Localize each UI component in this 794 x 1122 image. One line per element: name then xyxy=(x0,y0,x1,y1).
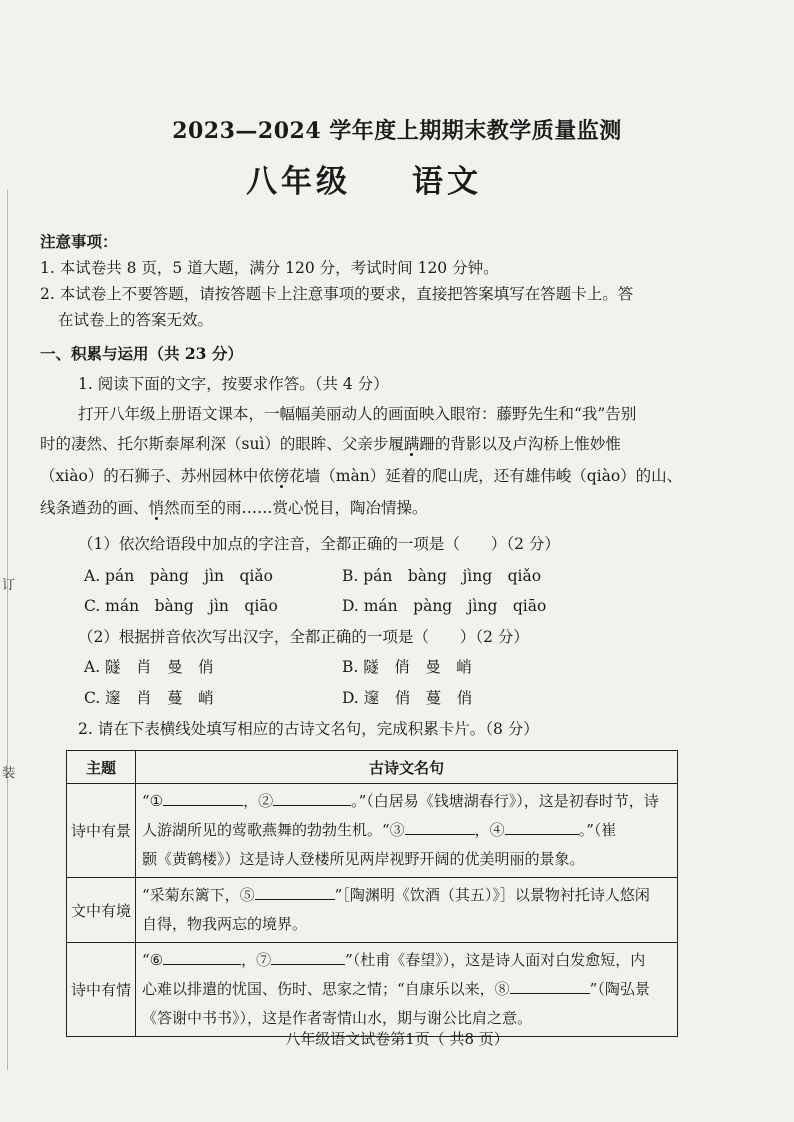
row-text: ”（陶弘景 xyxy=(589,980,650,998)
row-theme-scenery: 诗中有景 xyxy=(67,784,136,878)
row-text: 《答谢中书书》），这是作者寄情山水，期与谢公比肩之意。 xyxy=(142,1009,533,1027)
question-1-1-prompt: （1）依次给语段中加点的字注音，全都正确的一项是（ ）（2 分） xyxy=(78,535,560,553)
passage-text: （xiào）的石狮子、苏州园林中依 xyxy=(40,467,274,485)
passage-text: 跚的背影以及卢沟桥上惟妙惟 xyxy=(419,435,621,453)
answer-blank-1 xyxy=(163,791,243,806)
passage-text: 线条遒劲的画、 xyxy=(40,499,149,517)
table-row xyxy=(67,943,678,1037)
question-2-prompt: 2. 请在下表横线处填写相应的古诗文名句，完成积累卡片。（8 分） xyxy=(78,720,539,738)
answer-blank-6 xyxy=(163,950,241,965)
table-header-quotes: 古诗文名句 xyxy=(136,751,678,784)
passage-text: 花墙（màn）延着的爬山虎，还有雄伟峻（qiào）的山、 xyxy=(289,467,683,485)
answer-blank-3 xyxy=(405,820,475,835)
row-text: “采菊东篱下，⑤ xyxy=(142,886,255,904)
passage-line-3 xyxy=(40,465,682,487)
row-content-emotion xyxy=(136,943,678,1037)
row-text: “⑥ xyxy=(142,951,164,969)
row-text: ，④ xyxy=(474,821,505,839)
notice-heading: 注意事项： xyxy=(40,232,118,251)
notice-item-2-line-1: 2. 本试卷上不要答题，请按答题卡上注意事项的要求，直接把答案填写在答题卡上。答 xyxy=(40,285,634,303)
question-1-2-prompt: （2）根据拼音依次写出汉字，全都正确的一项是（ ）（2 分） xyxy=(78,628,529,646)
section-1-heading: 一、积累与运用（共 23 分） xyxy=(40,344,243,363)
question-1-2-option-a: A. 隧 肖 曼 俏 xyxy=(84,658,214,676)
row-text: “① xyxy=(142,792,164,810)
passage-line-1 xyxy=(78,403,636,425)
question-1-1-option-a: A. pán pàng jìn qiǎo xyxy=(84,567,273,585)
row-theme-setting: 文中有境 xyxy=(67,878,136,943)
row-text: 。”（白居易《钱塘湖春行》），这是初春时节，诗 xyxy=(351,792,659,810)
answer-blank-2 xyxy=(273,791,351,806)
notice-item-2-line-2: 在试卷上的答案无效。 xyxy=(58,311,214,329)
row-text: 。”（崔 xyxy=(578,821,617,839)
row-text: 人游湖所见的莺歌燕舞的勃勃生机。“③ xyxy=(142,821,405,839)
exam-grade: 八年级 xyxy=(246,164,351,200)
notice-item-1: 1. 本试卷共 8 页，5 道大题，满分 120 分，考试时间 120 分钟。 xyxy=(40,259,499,277)
question-1-1-option-c: C. mán bàng jìn qiāo xyxy=(84,597,278,615)
binding-margin-line xyxy=(7,190,8,1070)
row-text: 心难以排遣的忧国、伤时、思家之情；“自康乐以来，⑧ xyxy=(142,980,510,998)
exam-subject: 语文 xyxy=(412,164,482,200)
passage-text: 打开八年级上册语文课本，一幅幅美丽动人的画面映入眼帘：藤野先生和“我”告别 xyxy=(78,405,637,423)
dotted-character: 傍 xyxy=(273,467,290,485)
table-header-theme: 主题 xyxy=(67,751,136,784)
dotted-character: 悄 xyxy=(148,499,165,517)
page-footer: 八年级语文试卷第1页（ 共8 页） xyxy=(285,1030,509,1048)
table-row xyxy=(67,878,678,943)
exam-title: 2023—2024 学年度上期期末教学质量监测 xyxy=(172,118,622,144)
answer-blank-4 xyxy=(505,820,579,835)
question-1-2-option-d: D. 邃 俏 蔓 俏 xyxy=(342,689,473,707)
table-row xyxy=(67,784,678,878)
row-text: 颢《黄鹤楼》）这是诗人登楼所见两岸视野开阔的优美明丽的景象。 xyxy=(142,850,585,868)
passage-line-4 xyxy=(40,497,428,519)
row-content-scenery xyxy=(136,784,678,878)
answer-blank-5 xyxy=(255,885,335,900)
row-text: ”［陶渊明《饮酒（其五）》］以景物衬托诗人悠闲 xyxy=(334,886,650,904)
binding-mark-ding: 订 xyxy=(2,578,16,593)
question-1-1-option-d: D. mán pàng jìng qiāo xyxy=(342,597,547,615)
row-content-setting xyxy=(136,878,678,943)
question-1-1-option-b: B. pán bàng jìng qiǎo xyxy=(342,567,542,585)
dotted-character: 蹒 xyxy=(403,435,420,453)
question-1-prompt: 1. 阅读下面的文字，按要求作答。（共 4 分） xyxy=(78,375,389,393)
passage-text: 时的凄然、托尔斯泰犀利深（suì）的眼眸、父亲步履 xyxy=(40,435,404,453)
binding-mark-zhuang: 装 xyxy=(2,766,16,781)
question-1-2-option-c: C. 邃 肖 蔓 峭 xyxy=(84,689,214,707)
row-theme-emotion: 诗中有情 xyxy=(67,943,136,1037)
row-text: ，⑦ xyxy=(241,951,272,969)
answer-blank-8 xyxy=(510,979,590,994)
answer-blank-7 xyxy=(271,950,345,965)
passage-text: 然而至的雨……赏心悦目，陶冶情操。 xyxy=(164,499,428,517)
row-text: 自得，物我两忘的境界。 xyxy=(142,915,308,933)
poetry-card-table xyxy=(66,750,678,1037)
row-text: ”（杜甫《春望》），这是诗人面对白发愈短，内 xyxy=(345,951,646,969)
table-header-row xyxy=(67,751,678,784)
question-1-2-option-b: B. 隧 俏 曼 峭 xyxy=(342,658,472,676)
row-text: ，② xyxy=(243,792,274,810)
passage-line-2 xyxy=(40,433,621,455)
